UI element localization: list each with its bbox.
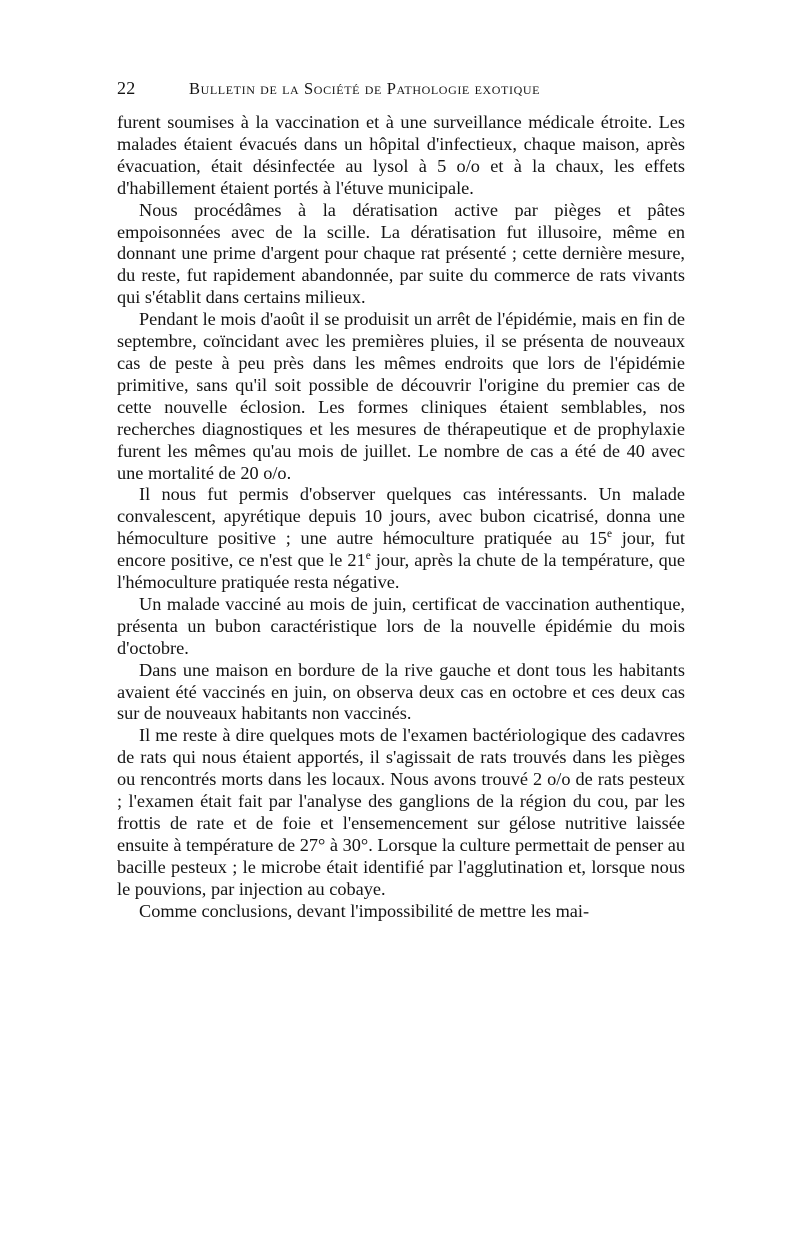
text-run: jour, après la chute de la température, que l'hémoculture pratiquée resta négative.	[117, 550, 685, 593]
paragraph-continuation: furent soumises à la vaccination et à une surveillance médicale étroite. Les malades étaient évacués dans un hôpital d'infectieux, chaque maison, après évacuation, était désinfectée au lysol à 5 o/o et à la chaux, les effets d'habillement étaient portés à l'étuve municipale.	[117, 112, 685, 198]
paragraph-rat-examination: Il me reste à dire quelques mots de l'examen bactériologique des cadavres de rats qui nous étaient apportés, il s'agissait de rats trouvés dans les pièges ou rencontrés morts dans les locaux. Nous avons trouvé 2 o/o de rats pesteux ; l'examen était fait par l'analyse des ganglions de la région du cou, par les frottis de rate et de foie et l'ensemencement sur gélose nutritive laissée ensuite à température de 27° à 30°. Lorsque la culture permettait de penser au bacille pesteux ; le microbe était identifié par l'agglutination et, lorsque nous le pouvions, par injection au cobaye.	[117, 725, 685, 899]
paragraph-deratisation: Nous procédâmes à la dératisation active par pièges et pâtes empoisonnées avec de la scille. La dératisation fut illusoire, même en donnant une prime d'argent pour chaque rat présenté ; cette dernière mesure, du reste, fut rapidement abandonnée, par suite du commerce de rats vivants qui s'établit dans certains milieux.	[117, 199, 685, 308]
superscript: e	[365, 550, 371, 563]
page-number: 22	[117, 78, 136, 98]
running-header	[117, 78, 685, 112]
body-text	[117, 112, 685, 923]
paragraph-house-cases: Dans une maison en bordure de la rive gauche et dont tous les habitants avaient été vaccinés en juin, on observa deux cas en octobre et ces deux cas sur de nouveaux habitants non vaccinés.	[117, 659, 685, 724]
paragraph-vaccinated-patient: Un malade vacciné au mois de juin, certificat de vaccination authentique, présenta un bubon caractéristique lors de la nouvelle épidémie du mois d'octobre.	[117, 593, 685, 658]
paragraph-second-epidemic: Pendant le mois d'août il se produisit un arrêt de l'épidémie, mais en fin de septembre, coïncidant avec les premières pluies, il se présenta de nouveaux cas de peste à peu près dans les mêmes endroits que lors de l'épidémie primitive, sans qu'il soit possible de découvrir l'origine du premier cas de cette nouvelle éclosion. Les formes cliniques étaient semblables, nos recherches diagnostiques et les mesures de thérapeutique et de prophylaxie furent les mêmes qu'au mois de juillet. Le nombre de cas a été de 40 avec une mortalité de 20 o/o.	[117, 309, 685, 483]
running-title: Bulletin de la Société de Pathologie exotique	[189, 79, 541, 98]
document-page	[117, 78, 685, 923]
paragraph-conclusions: Comme conclusions, devant l'impossibilité de mettre les mai-	[139, 900, 590, 921]
paragraph-interesting-cases	[117, 484, 685, 594]
text-run: jour, fut encore positive, ce n'est que le 21	[117, 528, 685, 571]
superscript: e	[606, 528, 612, 541]
text-run: Il nous fut permis d'observer quelques cas intéressants. Un malade convalescent, apyrétique depuis 10 jours, avec bubon cicatrisé, donna une hémoculture positive ; une autre hémoculture pratiquée au 15	[117, 484, 685, 549]
